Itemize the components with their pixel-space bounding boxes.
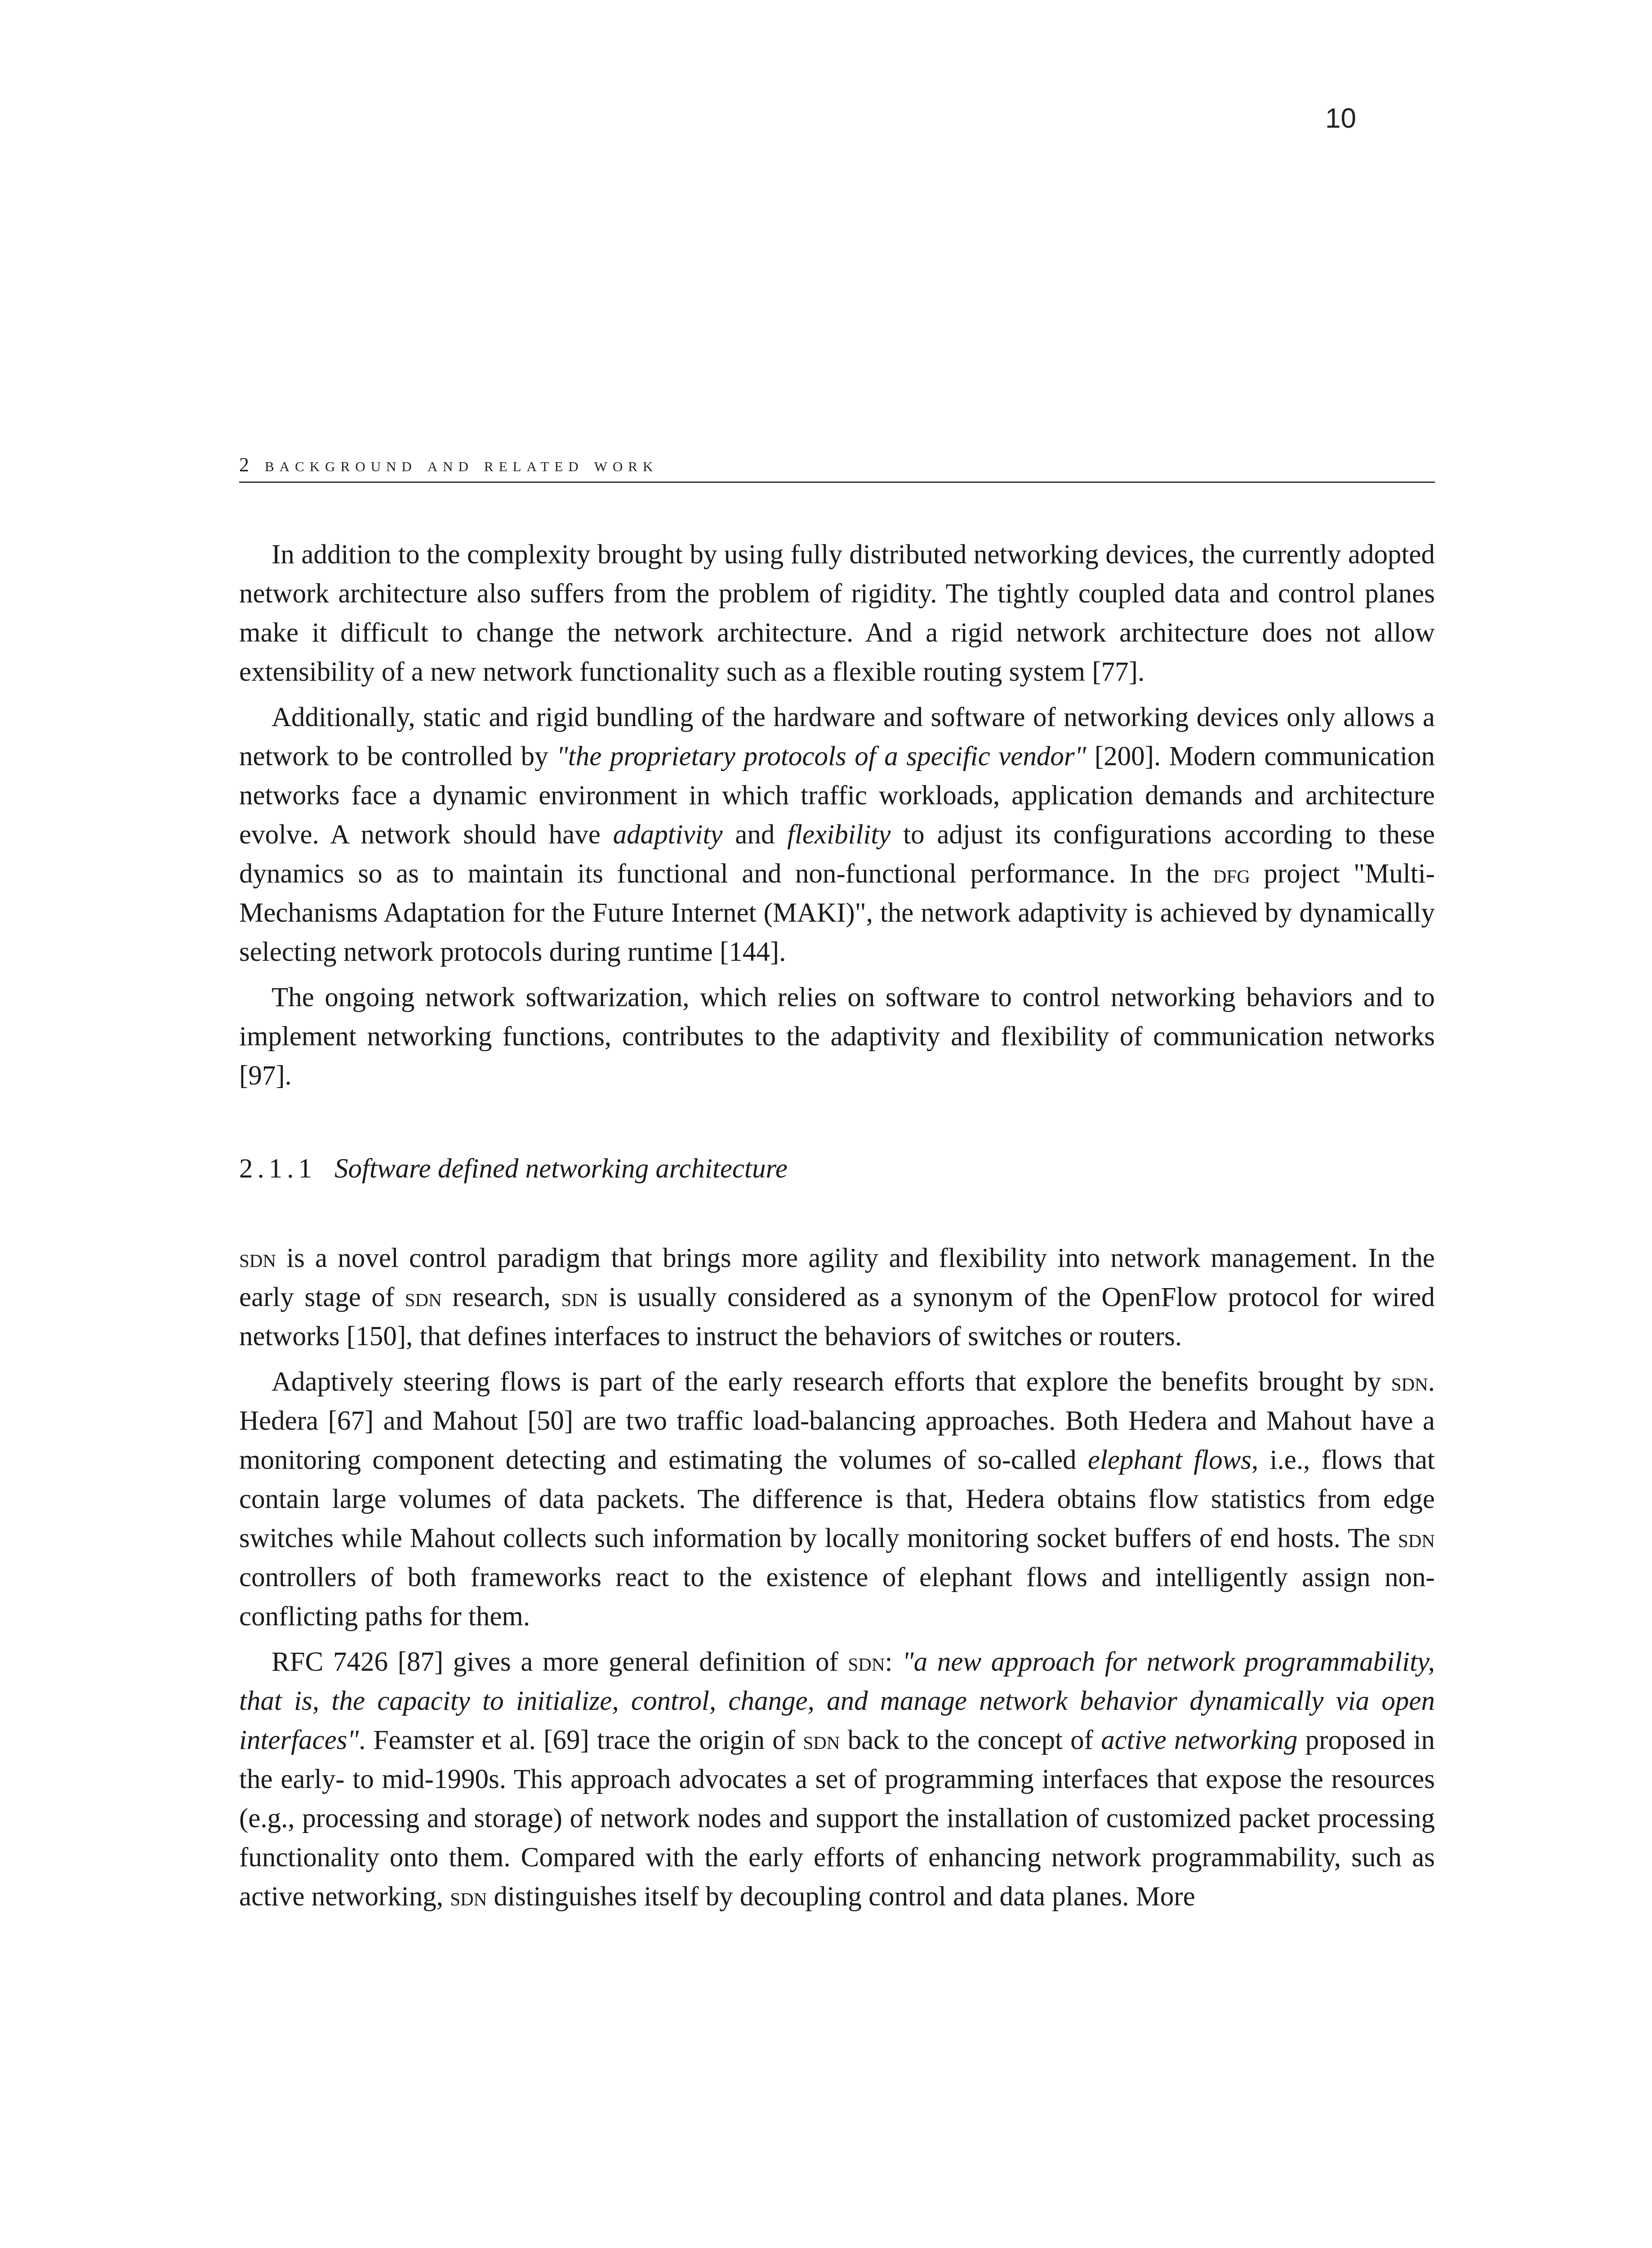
page-number: 10 xyxy=(1325,103,1356,134)
paragraph xyxy=(239,1362,1435,1636)
paragraph xyxy=(239,1642,1435,1916)
text-run: research, xyxy=(441,1282,561,1312)
acronym: sdn xyxy=(1398,1524,1435,1553)
text-run: In addition to the complexity brought by using fully distributed networking devices, the currently adopted network architecture also suffers from the problem of rigidity. The tightly coupled data and control planes make it difficult to change the network architecture. And a rigid network architecture does not allow extensibility of a new network functionality such as a flexible routing system [77]. xyxy=(239,540,1435,687)
acronym: sdn xyxy=(561,1283,598,1312)
emphasis-text: adaptivity xyxy=(613,820,723,850)
text-run: [200]. Modern communication networks face a dynamic environment in which traffic workloads, application demands and architecture evolve. A network should have xyxy=(239,741,1435,850)
emphasis-text: "the proprietary protocols of a specific vendor" xyxy=(557,741,1086,772)
text-run: RFC 7426 [87] gives a more general definition of xyxy=(272,1647,848,1677)
text-run: is usually considered as a synonym of the OpenFlow protocol for wired networks [150], that defines interfaces to instruct the behaviors of switches or routers. xyxy=(239,1282,1435,1351)
text-run: distinguishes itself by decoupling control and data planes. More xyxy=(487,1882,1195,1912)
text-run: . Feamster et al. [69] trace the origin of xyxy=(359,1725,803,1755)
emphasis-text: active networking xyxy=(1101,1725,1298,1755)
running-header-text: 2 background and related work xyxy=(239,454,659,476)
section-number: 2.1.1 xyxy=(239,1154,316,1184)
text-run: to adjust its configurations according to these dynamics so as to maintain its functional and non-functional performance. In the xyxy=(239,820,1435,889)
section-title: Software defined networking architecture xyxy=(334,1154,788,1184)
body-text xyxy=(239,535,1435,1922)
acronym: sdn xyxy=(1391,1367,1428,1396)
text-run: , i.e., flows that contain large volumes of data packets. The difference is that, Hedera obtains flow statistics from edge switches while Mahout collects such information by locally monitoring socket buffers of end hosts. The xyxy=(239,1445,1435,1553)
text-run: . Hedera [67] and Mahout [50] are two traffic load-balancing approaches. Both Hedera and Mahout have a monitoring component detecting and estimating the volumes of so-called xyxy=(239,1367,1435,1475)
running-header xyxy=(239,453,1435,483)
paragraph xyxy=(239,1239,1435,1356)
acronym: sdn xyxy=(803,1726,840,1755)
text-run: proposed in the early- to mid-1990s. This approach advocates a set of programming interfaces that expose the resources (e.g., processing and storage) of network nodes and support the installation of customized packet processing functionality onto them. Compared with the early efforts of enhancing network programmability, such as active networking, xyxy=(239,1725,1435,1912)
emphasis-text: elephant flows xyxy=(1087,1445,1252,1475)
acronym: sdn xyxy=(405,1283,442,1312)
paragraph xyxy=(239,535,1435,691)
text-run: and xyxy=(722,820,788,850)
paragraph xyxy=(239,978,1435,1095)
emphasis-text: flexibility xyxy=(787,820,891,850)
text-run: Adaptively steering flows is part of the early research efforts that explore the benefits brought by xyxy=(272,1367,1391,1397)
text-run: back to the concept of xyxy=(840,1725,1101,1755)
acronym: sdn xyxy=(848,1647,885,1677)
text-run: project "Multi-Mechanisms Adaptation for the Future Internet (MAKI)", the network adaptivity is achieved by dynamically selecting network protocols during runtime [144]. xyxy=(239,859,1435,967)
acronym: sdn xyxy=(239,1244,276,1273)
emphasis-text: "a new approach for network programmability, that is, the capacity to initialize, control, change, and manage network behavior dynamically via open interfaces" xyxy=(239,1647,1435,1755)
text-run: Additionally, static and rigid bundling of the hardware and software of networking devices only allows a network to be controlled by xyxy=(239,702,1435,772)
text-run: controllers of both frameworks react to the existence of elephant flows and intelligently assign non-conflicting paths for them. xyxy=(239,1562,1435,1632)
paragraphs-after-section xyxy=(239,1239,1435,1916)
text-run: : xyxy=(885,1647,903,1677)
section-heading xyxy=(239,1149,1435,1188)
acronym: sdn xyxy=(450,1882,487,1911)
text-run: The ongoing network softwarization, which relies on software to control networking behaviors and to implement networking functions, contributes to the adaptivity and flexibility of communication networks [97]. xyxy=(239,982,1435,1091)
paragraphs-before-section xyxy=(239,535,1435,1095)
acronym: dfg xyxy=(1213,859,1250,888)
text-run: is a novel control paradigm that brings more agility and flexibility into network management. In the early stage of xyxy=(239,1243,1435,1312)
paragraph xyxy=(239,698,1435,972)
